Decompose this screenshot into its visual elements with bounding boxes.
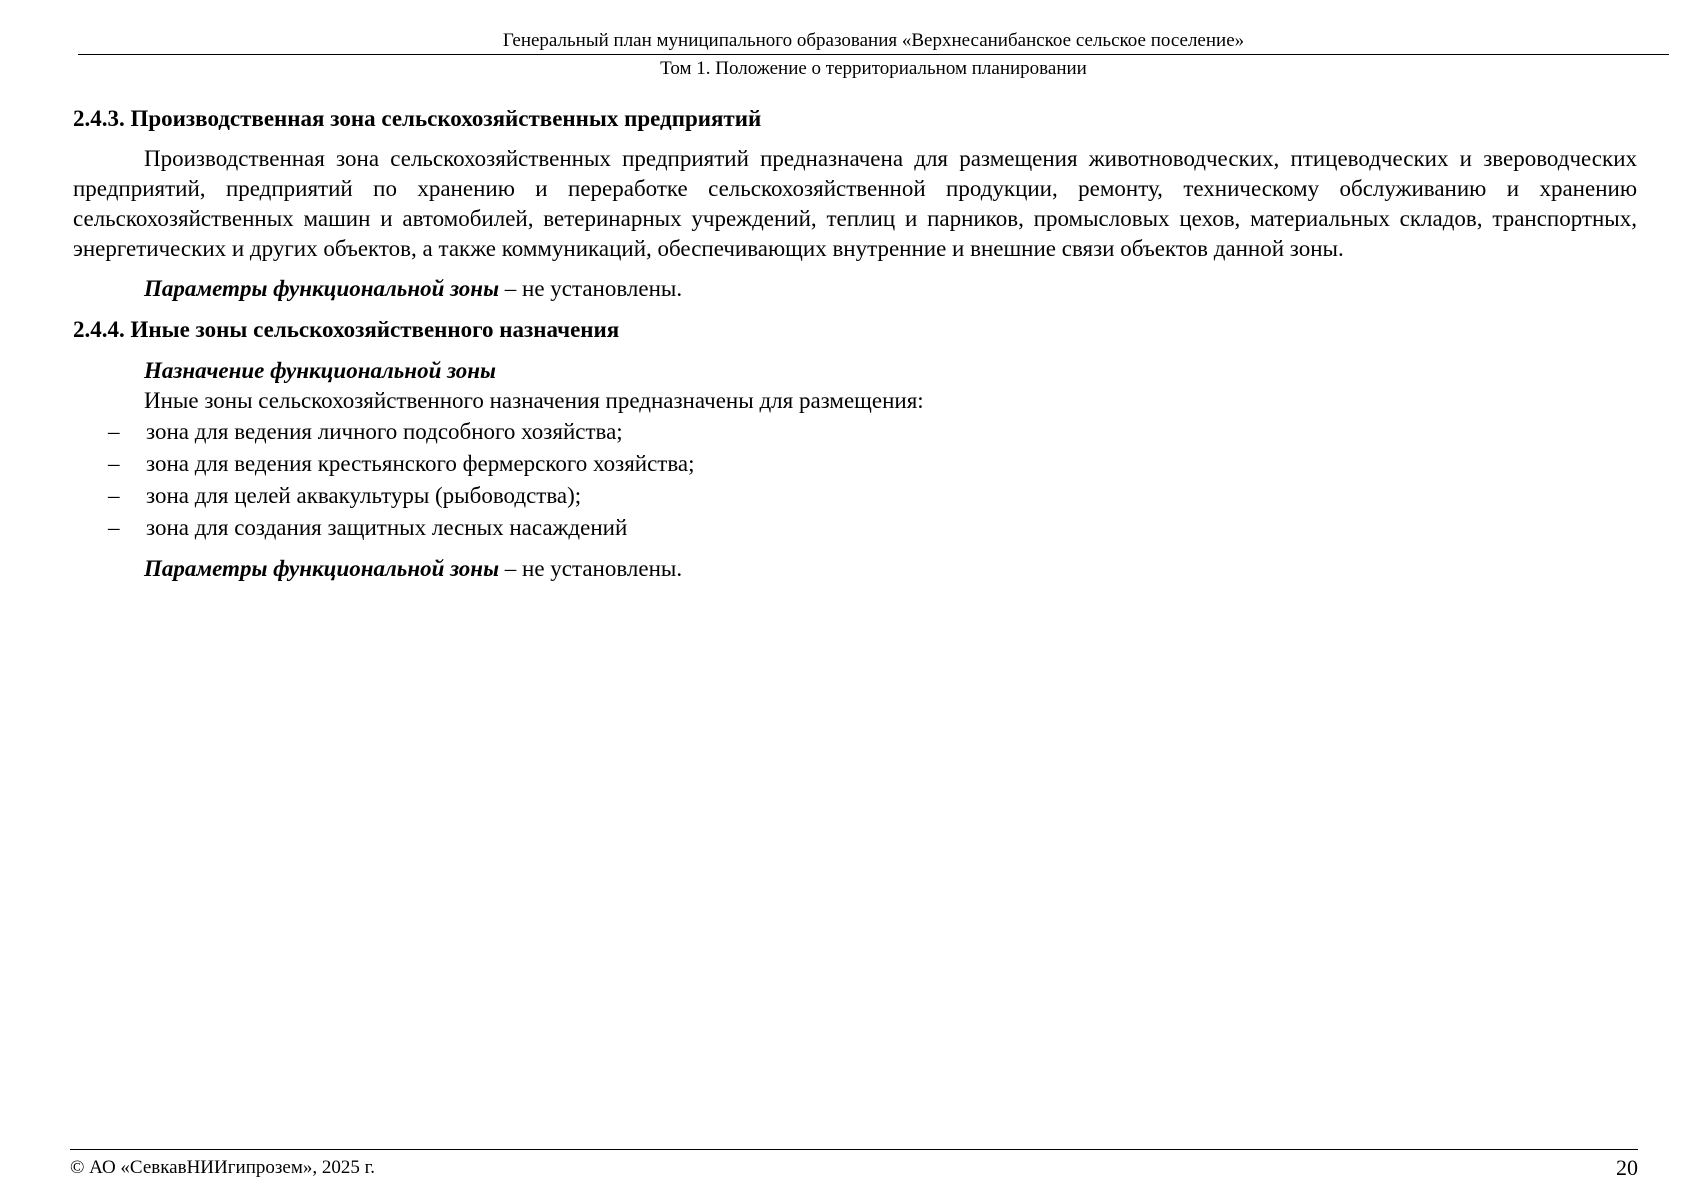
list-item: [73, 448, 1637, 480]
document-body: [73, 104, 1637, 584]
section-244-purpose-label: Назначение функциональной зоны: [144, 358, 497, 383]
page-number: 20: [1616, 1155, 1638, 1180]
section-244-params-value: – не установлены.: [499, 556, 683, 581]
list-item: [73, 416, 1637, 448]
section-244-list: [73, 416, 1637, 544]
page-header: [78, 28, 1669, 82]
list-dash: –: [108, 451, 120, 476]
section-243-params-value: – не установлены.: [499, 276, 683, 301]
section-244-intro: Иные зоны сельскохозяйственного назначения предназначены для размещения:: [144, 388, 924, 413]
list-item: [73, 480, 1637, 512]
section-244-params: [73, 554, 1637, 584]
header-subtitle: Том 1. Положение о территориальном планировании: [660, 58, 1087, 79]
section-243-params: [73, 274, 1637, 304]
header-divider: [78, 54, 1669, 55]
section-243-heading: 2.4.3. Производственная зона сельскохозяйственных предприятий: [73, 106, 762, 131]
section-244-heading: 2.4.4. Иные зоны сельскохозяйственного назначения: [73, 317, 620, 342]
list-dash: –: [108, 515, 120, 540]
list-item-text: зона для целей аквакультуры (рыбоводства);: [146, 483, 582, 508]
section-243-params-label: Параметры функциональной зоны: [144, 276, 500, 301]
list-item-text: зона для создания защитных лесных насаждений: [146, 515, 628, 540]
section-243-paragraph: Производственная зона сельскохозяйственных предприятий предназначена для размещения животноводческих, птицеводческих и звероводческих предприятий, предприятий по хранению и переработке сельскохозяйственной продукции, ремонту, техническому обслуживанию и хранению сельскохозяйственных машин и автомобилей, ветеринарных учреждений, теплиц и парников, промысловых цехов, материальных складов, транспортных, энергетических и других объектов, а также коммуникаций, обеспечивающих внутренние и внешние связи объектов данной зоны.: [73, 146, 1637, 261]
list-dash: –: [108, 419, 120, 444]
header-title: Генеральный план муниципального образования «Верхнесанибанское сельское поселение»: [502, 30, 1245, 51]
list-item-text: зона для ведения личного подсобного хозяйства;: [146, 419, 623, 444]
page-footer: [70, 1149, 1638, 1181]
list-dash: –: [108, 483, 120, 508]
list-item: [73, 512, 1637, 544]
footer-divider: [70, 1149, 1638, 1150]
footer-copyright: © АО «СевкавНИИгипрозем», 2025 г.: [70, 1157, 375, 1178]
section-244-params-label: Параметры функциональной зоны: [144, 556, 500, 581]
list-item-text: зона для ведения крестьянского фермерского хозяйства;: [146, 451, 695, 476]
